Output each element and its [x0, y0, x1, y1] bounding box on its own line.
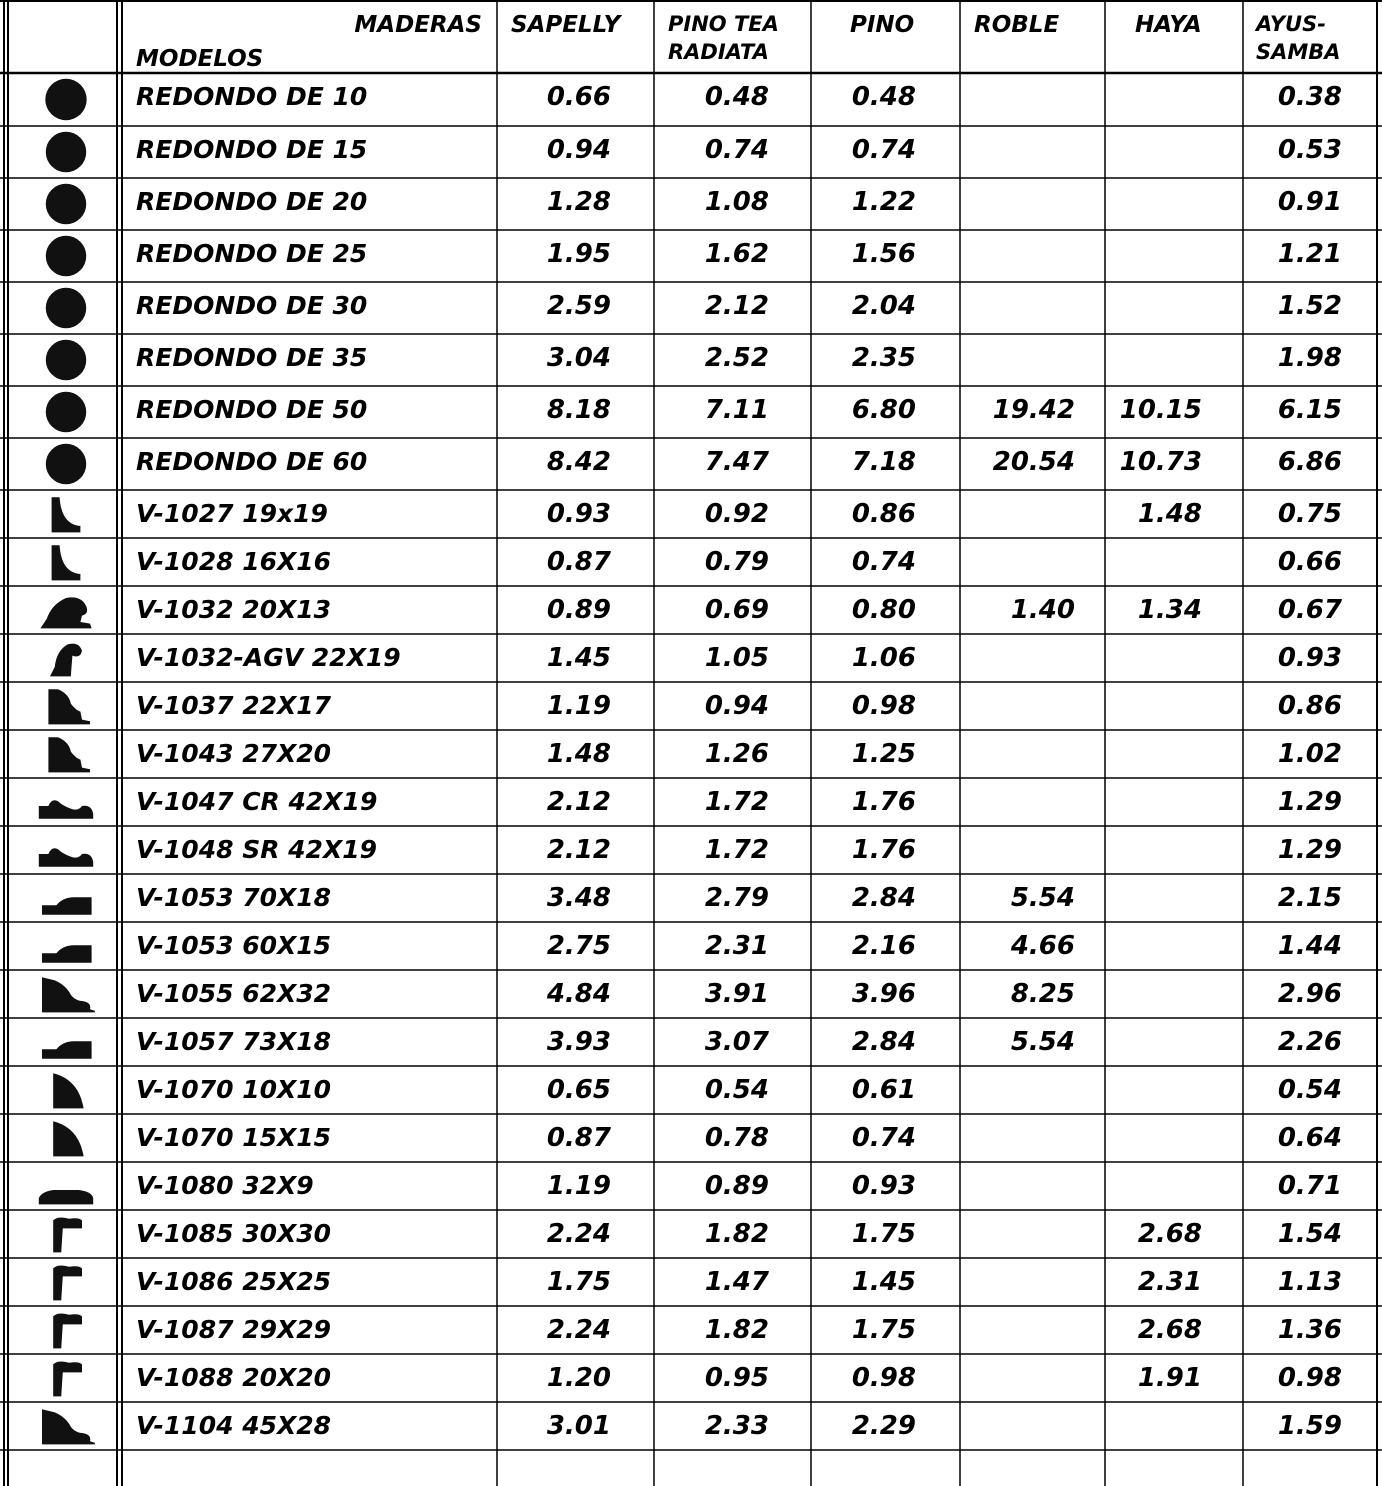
- price-cell: 1.76: [851, 835, 916, 865]
- price-cell: 0.67: [1277, 595, 1342, 625]
- price-cell: 2.12: [704, 291, 769, 321]
- cove-profile-icon: [26, 494, 106, 538]
- corner-profile-icon: [26, 1262, 106, 1306]
- flat-profile-icon: [26, 878, 106, 922]
- price-cell: 0.80: [851, 595, 916, 625]
- price-cell: 8.18: [546, 395, 611, 425]
- price-cell: 7.47: [704, 447, 769, 477]
- price-cell: 0.92: [704, 499, 769, 529]
- column-header: SAMBA: [1256, 40, 1341, 64]
- price-cell: 8.42: [546, 447, 611, 477]
- column-header: PINO: [850, 12, 915, 38]
- model-name: V-1043 27X20: [136, 739, 332, 768]
- price-cell: 1.75: [851, 1315, 916, 1345]
- price-cell: 6.86: [1277, 447, 1342, 477]
- column-header: SAPELLY: [511, 12, 621, 38]
- header-modelos: MODELOS: [136, 46, 264, 72]
- round-profile-icon: [26, 77, 106, 126]
- price-cell: 1.91: [1137, 1363, 1202, 1393]
- model-name: V-1104 45X28: [136, 1411, 332, 1440]
- price-cell: 1.29: [1277, 835, 1342, 865]
- price-cell: 1.13: [1277, 1267, 1342, 1297]
- price-cell: 2.52: [704, 343, 769, 373]
- price-cell: 1.56: [851, 239, 916, 269]
- price-cell: 1.98: [1277, 343, 1342, 373]
- price-cell: 0.48: [704, 82, 769, 112]
- model-name: V-1080 32X9: [136, 1171, 314, 1200]
- price-cell: 4.84: [546, 979, 611, 1009]
- price-cell: 0.87: [546, 1123, 611, 1153]
- price-cell: 1.48: [546, 739, 611, 769]
- price-cell: 2.68: [1137, 1315, 1202, 1345]
- price-cell: 2.68: [1137, 1219, 1202, 1249]
- price-cell: 0.75: [1277, 499, 1342, 529]
- price-cell: 7.11: [704, 395, 769, 425]
- price-cell: 0.98: [851, 1363, 916, 1393]
- price-cell: 3.04: [546, 343, 611, 373]
- price-cell: 1.62: [704, 239, 769, 269]
- flat-profile-icon: [26, 1022, 106, 1066]
- model-name: V-1047 CR 42X19: [136, 787, 378, 816]
- model-name: REDONDO DE 35: [136, 343, 368, 372]
- wide-ogee-profile-icon: [26, 974, 106, 1018]
- price-cell: 1.52: [1277, 291, 1342, 321]
- step-profile-icon: [26, 830, 106, 874]
- price-cell: 0.98: [1277, 1363, 1342, 1393]
- price-cell: 0.78: [704, 1123, 769, 1153]
- price-cell: 2.26: [1277, 1027, 1342, 1057]
- model-name: V-1057 73X18: [136, 1027, 332, 1056]
- header-maderas: MADERAS: [354, 12, 482, 38]
- model-name: V-1053 60X15: [136, 931, 332, 960]
- price-cell: 0.86: [851, 499, 916, 529]
- price-cell: 0.65: [546, 1075, 611, 1105]
- price-cell: 0.98: [851, 691, 916, 721]
- price-cell: 0.69: [704, 595, 769, 625]
- price-cell: 3.07: [704, 1027, 769, 1057]
- column-header: PINO TEA: [668, 12, 779, 36]
- price-cell: 1.02: [1277, 739, 1342, 769]
- price-cell: 1.06: [851, 643, 916, 673]
- model-name: REDONDO DE 30: [136, 291, 368, 320]
- price-cell: 2.16: [851, 931, 916, 961]
- model-name: V-1088 20X20: [136, 1363, 332, 1392]
- price-cell: 20.54: [992, 447, 1075, 477]
- price-cell: 2.96: [1277, 979, 1342, 1009]
- price-cell: 8.25: [1010, 979, 1075, 1009]
- price-cell: 1.19: [546, 1171, 611, 1201]
- corner-profile-icon: [26, 1358, 106, 1402]
- price-cell: 1.40: [1010, 595, 1075, 625]
- round-profile-icon: [26, 234, 106, 282]
- price-cell: 1.21: [1277, 239, 1342, 269]
- price-cell: 0.74: [704, 135, 769, 165]
- model-name: V-1053 70X18: [136, 883, 332, 912]
- price-cell: 0.94: [546, 135, 611, 165]
- price-cell: 10.73: [1119, 447, 1202, 477]
- price-cell: 1.95: [546, 239, 611, 269]
- price-cell: 1.76: [851, 787, 916, 817]
- price-cell: 0.38: [1277, 82, 1342, 112]
- dome-profile-icon: [26, 590, 106, 634]
- price-cell: 2.33: [704, 1411, 769, 1441]
- price-cell: 1.29: [1277, 787, 1342, 817]
- price-cell: 19.42: [992, 395, 1075, 425]
- model-name: V-1070 15X15: [136, 1123, 332, 1152]
- price-cell: 2.84: [851, 883, 916, 913]
- price-cell: 1.22: [851, 187, 916, 217]
- model-name: REDONDO DE 50: [136, 395, 368, 424]
- price-cell: 0.74: [851, 135, 916, 165]
- price-cell: 3.96: [851, 979, 916, 1009]
- price-cell: 0.74: [851, 1123, 916, 1153]
- price-cell: 0.89: [546, 595, 611, 625]
- price-cell: 10.15: [1119, 395, 1202, 425]
- model-name: REDONDO DE 25: [136, 239, 368, 268]
- price-cell: 2.79: [704, 883, 769, 913]
- round-profile-icon: [26, 390, 106, 438]
- price-cell: 1.28: [546, 187, 611, 217]
- corner-profile-icon: [26, 1214, 106, 1258]
- model-name: V-1027 19x19: [136, 499, 328, 528]
- price-cell: 0.94: [704, 691, 769, 721]
- quarter-round-profile-icon: [26, 1118, 106, 1162]
- round-profile-icon: [26, 338, 106, 386]
- price-cell: 2.24: [546, 1315, 611, 1345]
- model-name: V-1086 25X25: [136, 1267, 332, 1296]
- price-cell: 1.34: [1137, 595, 1202, 625]
- column-header: RADIATA: [668, 40, 769, 64]
- model-name: V-1032-AGV 22X19: [136, 643, 401, 672]
- ogee-profile-icon: [26, 734, 106, 778]
- price-cell: 0.93: [851, 1171, 916, 1201]
- price-cell: 0.87: [546, 547, 611, 577]
- price-cell: 1.47: [704, 1267, 769, 1297]
- price-cell: 1.20: [546, 1363, 611, 1393]
- price-cell: 0.71: [1277, 1171, 1342, 1201]
- column-header: HAYA: [1135, 12, 1202, 38]
- price-cell: 1.25: [851, 739, 916, 769]
- price-cell: 4.66: [1010, 931, 1075, 961]
- price-cell: 1.08: [704, 187, 769, 217]
- price-cell: 0.61: [851, 1075, 916, 1105]
- quarter-round-profile-icon: [26, 1070, 106, 1114]
- price-cell: 0.95: [704, 1363, 769, 1393]
- price-cell: 1.05: [704, 643, 769, 673]
- price-cell: 2.35: [851, 343, 916, 373]
- price-cell: 6.80: [851, 395, 916, 425]
- price-cell: 0.66: [546, 82, 611, 112]
- price-cell: 1.72: [704, 835, 769, 865]
- price-cell: 0.93: [1277, 643, 1342, 673]
- model-name: V-1037 22X17: [136, 691, 332, 720]
- price-cell: 2.12: [546, 835, 611, 865]
- model-name: V-1048 SR 42X19: [136, 835, 378, 864]
- price-cell: 3.91: [704, 979, 769, 1009]
- price-cell: 2.24: [546, 1219, 611, 1249]
- ogee-profile-icon: [26, 686, 106, 730]
- price-cell: 1.59: [1277, 1411, 1342, 1441]
- round-profile-icon: [26, 130, 106, 178]
- price-cell: 5.54: [1010, 1027, 1075, 1057]
- price-cell: 0.54: [1277, 1075, 1342, 1105]
- price-cell: 1.26: [704, 739, 769, 769]
- price-cell: 2.29: [851, 1411, 916, 1441]
- price-cell: 3.01: [546, 1411, 611, 1441]
- price-cell: 0.89: [704, 1171, 769, 1201]
- price-cell: 0.93: [546, 499, 611, 529]
- round-profile-icon: [26, 182, 106, 230]
- round-profile-icon: [26, 286, 106, 334]
- price-cell: 1.72: [704, 787, 769, 817]
- model-name: REDONDO DE 15: [136, 135, 368, 164]
- flat-profile-icon: [26, 926, 106, 970]
- price-cell: 0.79: [704, 547, 769, 577]
- round-profile-icon: [26, 442, 106, 490]
- price-cell: 1.54: [1277, 1219, 1342, 1249]
- model-name: V-1070 10X10: [136, 1075, 332, 1104]
- price-cell: 0.91: [1277, 187, 1342, 217]
- model-name: V-1032 20X13: [136, 595, 332, 624]
- price-cell: 1.36: [1277, 1315, 1342, 1345]
- model-name: REDONDO DE 20: [136, 187, 368, 216]
- column-header: ROBLE: [974, 12, 1060, 38]
- price-cell: 2.04: [851, 291, 916, 321]
- price-cell: 3.48: [546, 883, 611, 913]
- model-name: REDONDO DE 10: [136, 82, 368, 111]
- price-cell: 1.19: [546, 691, 611, 721]
- price-cell: 2.84: [851, 1027, 916, 1057]
- price-cell: 1.48: [1137, 499, 1202, 529]
- model-name: V-1028 16X16: [136, 547, 332, 576]
- hook-profile-icon: [26, 638, 106, 682]
- model-name: V-1087 29X29: [136, 1315, 332, 1344]
- wide-ogee-profile-icon: [26, 1406, 106, 1450]
- price-cell: 2.15: [1277, 883, 1342, 913]
- price-cell: 1.45: [546, 643, 611, 673]
- cove-profile-icon: [26, 542, 106, 586]
- price-cell: 1.75: [851, 1219, 916, 1249]
- corner-profile-icon: [26, 1310, 106, 1354]
- price-cell: 0.74: [851, 547, 916, 577]
- price-cell: 2.12: [546, 787, 611, 817]
- model-name: REDONDO DE 60: [136, 447, 368, 476]
- price-cell: 3.93: [546, 1027, 611, 1057]
- price-cell: 5.54: [1010, 883, 1075, 913]
- step-profile-icon: [26, 782, 106, 826]
- price-cell: 0.86: [1277, 691, 1342, 721]
- model-name: V-1085 30X30: [136, 1219, 332, 1248]
- price-cell: 1.44: [1277, 931, 1342, 961]
- price-cell: 1.82: [704, 1315, 769, 1345]
- price-cell: 0.66: [1277, 547, 1342, 577]
- price-cell: 1.75: [546, 1267, 611, 1297]
- price-cell: 2.31: [704, 931, 769, 961]
- price-cell: 1.82: [704, 1219, 769, 1249]
- column-header: AYUS-: [1256, 12, 1326, 36]
- model-name: V-1055 62X32: [136, 979, 332, 1008]
- price-cell: 0.53: [1277, 135, 1342, 165]
- price-cell: 6.15: [1277, 395, 1342, 425]
- price-cell: 0.54: [704, 1075, 769, 1105]
- price-cell: 1.45: [851, 1267, 916, 1297]
- price-cell: 7.18: [851, 447, 916, 477]
- price-cell: 0.64: [1277, 1123, 1342, 1153]
- price-cell: 2.31: [1137, 1267, 1202, 1297]
- price-cell: 2.59: [546, 291, 611, 321]
- price-cell: 2.75: [546, 931, 611, 961]
- half-round-profile-icon: [26, 1166, 106, 1210]
- price-cell: 0.48: [851, 82, 916, 112]
